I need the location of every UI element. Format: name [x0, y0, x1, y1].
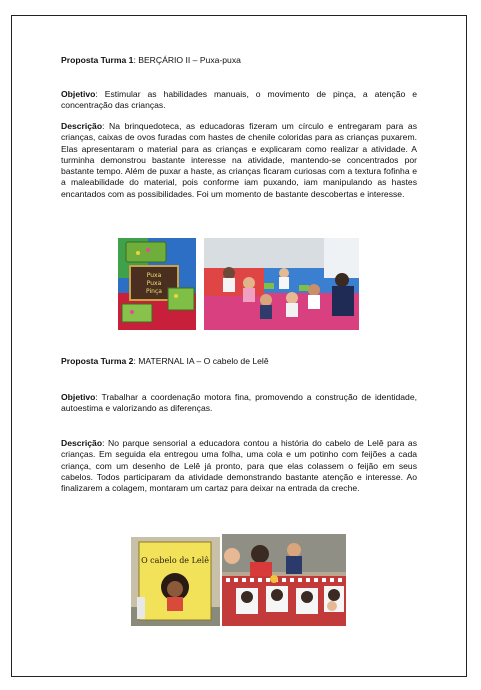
photo-egg-cartons: [118, 238, 196, 330]
turma2-objetivo-text: : Trabalhar a coordenação motora fina, promovendo a construção de identidade, autoestima e valorizando as diferenças.: [61, 392, 417, 414]
turma2-title-rest: : MATERNAL IA – O cabelo de Lelê: [133, 356, 269, 366]
turma1-title: [61, 55, 417, 66]
turma1-descricao: [61, 121, 417, 200]
photo-book-cover: [131, 537, 220, 626]
sign-line-2: Puxa: [146, 280, 162, 287]
photo-children-collage: [222, 534, 346, 626]
sign-line-1: Puxa: [146, 272, 162, 279]
turma2-objetivo-label: Objetivo: [61, 392, 96, 402]
turma2-title-label: Proposta Turma 2: [61, 356, 134, 366]
turma2-title: [61, 356, 417, 367]
turma1-objetivo-text: : Estimular as habilidades manuais, o movimento de pinça, a atenção e concentração das crianças.: [61, 89, 417, 111]
sign-line-3: Pinça: [146, 288, 162, 295]
turma1-title-label: Proposta Turma 1: [61, 55, 134, 65]
turma2-objetivo: [61, 392, 417, 415]
turma1-descricao-text: : Na brinquedoteca, as educadoras fizeram um círculo e entregaram para as crianças, caixas de ovos furadas com hastes de chenile coloridas para as crianças puxarem. Elas apresentaram o material para as crianças e explicaram como realizar a atividade. A turminha demonstrou bastante interesse na atividade, mantendo-se concentrados por bastante tempo. Além de puxar a haste, as crianças ficaram curiosas com a textura fofinha e a maleabilidade do material, pois conforme iam puxando, iam manipulando as hastes encantados com as possibilidades. Foi um momento de bastante descobertas e interesse.: [61, 121, 417, 199]
turma2-descricao-label: Descrição: [61, 438, 103, 448]
turma2-descricao-text: : No parque sensorial a educadora contou a história do cabelo de Lelê para as crianças. Em seguida ela entregou uma folha, uma cola e um potinho com feijões a cada criança, com um desenho de Lelê já pronto, para que elas colassem o feijão em seus cabelos. Todos participaram da atividade demonstrando bastante atenção e interesse. Ao finalizarem a colagem, montaram um cartaz para deixar na entrada da creche.: [61, 438, 417, 494]
photo-children-circle: [204, 238, 359, 330]
turma1-title-rest: : BERÇÁRIO II – Puxa-puxa: [133, 55, 241, 65]
turma1-objetivo: [61, 89, 417, 112]
turma1-descricao-label: Descrição: [61, 121, 103, 131]
book-title: O cabelo de Lelê: [141, 556, 209, 565]
turma2-descricao: [61, 438, 417, 494]
turma1-objetivo-label: Objetivo: [61, 89, 96, 99]
